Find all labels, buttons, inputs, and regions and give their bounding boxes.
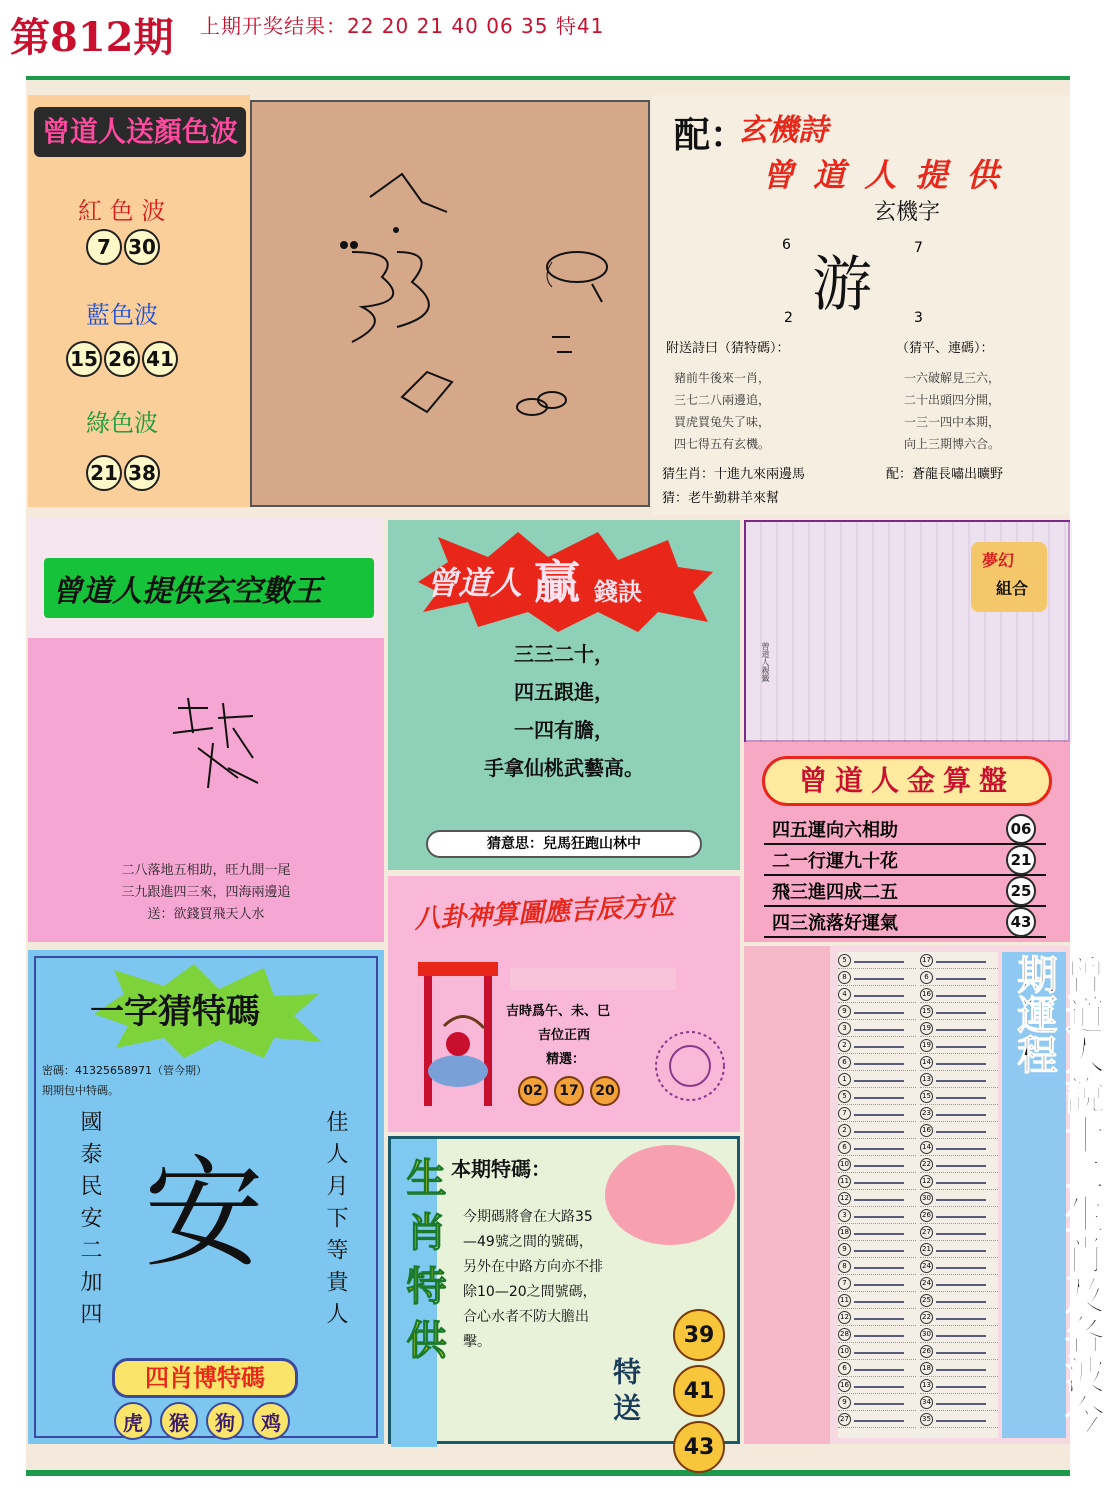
- fortune-list-item: [920, 1003, 998, 1020]
- fortune-list-item: [920, 1071, 998, 1088]
- red-wave-numbers: [86, 229, 162, 265]
- shengxiao-text: 今期碼將會在大路35—49號之間的號碼，另外在中路方向亦不排除10—20之間號碼，合心水者不防大膽出擊。: [463, 1209, 603, 1350]
- number-ball: 38: [124, 455, 160, 491]
- fortune-list-item: [920, 1343, 998, 1360]
- provider-line: 曾 道 人 提 供: [762, 156, 1003, 194]
- fortune-list-item: [838, 1173, 916, 1190]
- blue-wave-label: 藍色波: [86, 301, 158, 329]
- fortune-list-item: [838, 1394, 916, 1411]
- fortune-scribble: [854, 1042, 904, 1048]
- fortune-scribble: [936, 974, 986, 980]
- fortune-list-item: [838, 1241, 916, 1258]
- abacus-row-text: 四三流落好運氣: [772, 912, 898, 934]
- win-title-a: 曾道人: [426, 564, 523, 602]
- fortune-scribble: [854, 1076, 904, 1082]
- fortune-number: 17: [920, 954, 933, 967]
- landscape-sketch: [252, 102, 652, 509]
- fortune-scribble: [854, 1195, 904, 1201]
- fortune-scribble: [854, 1178, 904, 1184]
- fortune-number: 24: [920, 1277, 933, 1290]
- win-line: 三三二十，: [514, 642, 614, 666]
- poem-right-lines: [904, 367, 1000, 455]
- fortune-panel: [744, 946, 1105, 1444]
- four-zodiac-title: 四肖博特碼: [112, 1358, 298, 1398]
- fortune-scribble: [854, 957, 904, 963]
- fortune-scribble: [936, 1365, 986, 1371]
- fortune-scribble: [936, 1025, 986, 1031]
- poem-right-head: （猜平、連碼）：: [896, 341, 994, 356]
- fortune-number: 16: [838, 1379, 851, 1392]
- xuankong-line: 二八落地五相助，旺九閒一尾: [121, 863, 291, 878]
- fortune-list-item: [920, 969, 998, 986]
- fortune-list-item: [838, 1105, 916, 1122]
- abacus-row: [764, 845, 1046, 876]
- fortune-list-item: [920, 1224, 998, 1241]
- fortune-number: 6: [920, 971, 933, 984]
- fortune-scribble: [936, 1178, 986, 1184]
- fortune-scribble: [854, 1161, 904, 1167]
- poem-right-line: 二十出頭四分開，: [904, 393, 1001, 407]
- fortune-number: 9: [838, 1396, 851, 1409]
- fortune-number: 26: [920, 1345, 933, 1358]
- fortune-number: 19: [920, 1022, 933, 1035]
- guess-line: 猜：老牛勤耕羊來幫: [662, 491, 780, 506]
- fortune-scribble: [854, 1059, 904, 1065]
- fortune-list-item: [920, 1105, 998, 1122]
- fortune-scribble: [936, 1399, 986, 1405]
- fortune-number: 30: [920, 1328, 933, 1341]
- poem-left-line: 四七得五有玄機。: [674, 437, 771, 451]
- fortune-list-item: [838, 1377, 916, 1394]
- fortune-scribble: [936, 1263, 986, 1269]
- fortune-list-item: [838, 1003, 916, 1020]
- fortune-number: 10: [838, 1158, 851, 1171]
- fortune-scribble: [936, 1127, 986, 1133]
- bagua-wheel: [650, 1026, 730, 1106]
- fortune-list-item: [920, 1275, 998, 1292]
- poem-right-line: 一三一四中本期，: [904, 415, 1001, 429]
- fortune-number: 30: [920, 1192, 933, 1205]
- zodiac-animal: 狗: [206, 1402, 244, 1440]
- fortune-list-item: [838, 1309, 916, 1326]
- fortune-scribble: [936, 1212, 986, 1218]
- fortune-scribble: [936, 1314, 986, 1320]
- corner-number-tr: 7: [914, 240, 923, 256]
- fortune-list-item: [920, 1326, 998, 1343]
- fortune-list-item: [920, 1173, 998, 1190]
- fortune-scribble: [854, 1263, 904, 1269]
- win-title-c: 錢訣: [594, 578, 642, 606]
- bagua-pick-label: 精選：: [546, 1052, 586, 1067]
- previous-result: 上期开奖结果：22 20 21 40 06 35 特41: [200, 14, 605, 38]
- fortune-list-item: [838, 1360, 916, 1377]
- poem-left-lines: [674, 367, 770, 455]
- fortune-list-item: [838, 1122, 916, 1139]
- fortune-number: 16: [920, 1124, 933, 1137]
- bagua-panel: [388, 876, 740, 1132]
- archer-illustration: [404, 956, 514, 1116]
- fortune-number: 13: [920, 1379, 933, 1392]
- fortune-scribble: [936, 991, 986, 997]
- fortune-number: 27: [838, 1413, 851, 1426]
- fortune-number: 6: [838, 1056, 851, 1069]
- number-ball: 20: [590, 1076, 620, 1106]
- fortune-number: 2: [838, 1124, 851, 1137]
- fortune-list-item: [920, 1241, 998, 1258]
- fortune-scribble: [936, 1076, 986, 1082]
- fortune-list-item: [838, 1054, 916, 1071]
- fortune-list-item: [920, 1377, 998, 1394]
- corner-number-br: 3: [914, 310, 923, 326]
- fortune-list-item: [838, 1037, 916, 1054]
- fortune-scribble: [854, 1025, 904, 1031]
- fortune-right-list: [920, 952, 998, 1428]
- win-hint: 猜意思：兒馬狂跑山林中: [426, 830, 702, 858]
- fortune-number: 35: [920, 1413, 933, 1426]
- number-ball: 21: [86, 455, 122, 491]
- fortune-number: 26: [920, 1209, 933, 1222]
- abacus-row-text: 二一行運九十花: [772, 850, 898, 872]
- abacus-row-number: 21: [1006, 845, 1036, 875]
- pei-title: 玄機詩: [738, 113, 828, 148]
- xuankong-line: 三九跟進四三來，四海兩邊追: [121, 885, 291, 900]
- fortune-number: 2: [838, 1039, 851, 1052]
- bagua-picks: [518, 1076, 622, 1106]
- fortune-list-item: [838, 1326, 916, 1343]
- fortune-list-item: [838, 1020, 916, 1037]
- fortune-list-item: [920, 1258, 998, 1275]
- fortune-number: 25: [920, 1294, 933, 1307]
- fortune-list-item: [838, 1088, 916, 1105]
- fortune-scribble: [936, 1246, 986, 1252]
- number-ball: 26: [104, 341, 140, 377]
- win-lines: [388, 635, 740, 787]
- number-ball: 7: [86, 229, 122, 265]
- abacus-row-text: 飛三進四成二五: [772, 881, 898, 903]
- fortune-number: 16: [920, 988, 933, 1001]
- corner-number-tl: 6: [782, 237, 791, 253]
- fortune-scribble: [854, 1280, 904, 1286]
- fortune-list-item: [920, 1020, 998, 1037]
- fortune-number: 7: [838, 1277, 851, 1290]
- abacus-row: [764, 876, 1046, 907]
- fortune-number: 11: [838, 1175, 851, 1188]
- fortune-number: 34: [920, 1396, 933, 1409]
- fortune-number: 14: [920, 1056, 933, 1069]
- xuankong-panel: [28, 518, 384, 942]
- fortune-list-item: [920, 1207, 998, 1224]
- corner-number-bl: 2: [784, 310, 793, 326]
- sketch-panel: [250, 100, 650, 507]
- fortune-list-item: [920, 1360, 998, 1377]
- fortune-list-item: [838, 1207, 916, 1224]
- poem-left-line: 買虎買兔失了味，: [674, 415, 771, 429]
- pei-line: 配：蒼龍長嘯出曠野: [886, 467, 1004, 482]
- abacus-panel: [744, 742, 1070, 942]
- fortune-scribble: [936, 1195, 986, 1201]
- xuankong-line: 送：欲錢買飛天人水: [147, 907, 265, 922]
- dream-badge-line1: 夢幻: [982, 551, 1015, 570]
- fortune-scribble: [936, 1416, 986, 1422]
- fortune-list-item: [920, 952, 998, 969]
- fortune-number: 1: [838, 1073, 851, 1086]
- fortune-list-item: [838, 1411, 916, 1428]
- handwritten-char: [168, 688, 268, 798]
- fortune-number: 8: [838, 971, 851, 984]
- abacus-row-text: 四五運向六相助: [772, 819, 898, 841]
- fortune-number: 15: [920, 1090, 933, 1103]
- four-zodiac-animals: [114, 1402, 290, 1440]
- fortune-number: 10: [838, 1345, 851, 1358]
- fortune-number: 19: [920, 1039, 933, 1052]
- fortune-scribble: [854, 1331, 904, 1337]
- mystery-char-title: 玄機字: [874, 200, 941, 225]
- red-wave-label: 紅 色 波: [78, 197, 166, 225]
- fortune-number: 4: [838, 988, 851, 1001]
- fortune-number: 21: [920, 1243, 933, 1256]
- fortune-scribble: [854, 1008, 904, 1014]
- fortune-scribble: [936, 1144, 986, 1150]
- fortune-list-item: [920, 1292, 998, 1309]
- fortune-list-item: [920, 1088, 998, 1105]
- fortune-list-item: [838, 1156, 916, 1173]
- fortune-scribble: [936, 1229, 986, 1235]
- fortune-list-item: [920, 1411, 998, 1428]
- shengxiao-panel: [388, 1136, 740, 1460]
- bagua-title: 八卦神算圖應吉辰方位: [413, 891, 675, 935]
- bagua-position: 吉位正西: [538, 1028, 591, 1043]
- fortune-list-item: [838, 1343, 916, 1360]
- one-char-sub: 期期包中特碼。: [42, 1084, 119, 1097]
- fortune-list-item: [920, 1122, 998, 1139]
- fortune-scribble: [854, 1212, 904, 1218]
- fortune-scribble: [936, 1042, 986, 1048]
- poem-right-line: 一六破解見三六，: [904, 371, 1001, 385]
- fortune-number: 27: [920, 1226, 933, 1239]
- fortune-list-item: [838, 986, 916, 1003]
- fortune-scribble: [854, 1127, 904, 1133]
- fortune-scribble: [854, 1144, 904, 1150]
- abacus-row-number: 06: [1006, 814, 1036, 844]
- color-wave-title: 曾道人送顏色波: [34, 107, 246, 157]
- fortune-number: 14: [920, 1141, 933, 1154]
- fortune-scribble: [854, 1314, 904, 1320]
- fortune-number: 23: [920, 1107, 933, 1120]
- issue-number: 第812期: [10, 14, 174, 61]
- fortune-scribble: [854, 1382, 904, 1388]
- number-ball: 43: [673, 1421, 725, 1473]
- shengxiao-head: 本期特碼：: [451, 1157, 551, 1181]
- fortune-number: 6: [838, 1141, 851, 1154]
- fortune-scribble: [854, 1348, 904, 1354]
- fortune-number: 3: [838, 1022, 851, 1035]
- fortune-scribble: [936, 1280, 986, 1286]
- shengxiao-send-label: 特送: [609, 1357, 642, 1429]
- one-char-panel: [28, 950, 384, 1444]
- fortune-scribble: [854, 1093, 904, 1099]
- fortune-scribble: [936, 1161, 986, 1167]
- abacus-row-number: 43: [1006, 907, 1036, 937]
- one-char-big: 安: [144, 1145, 264, 1284]
- number-ball: 02: [518, 1076, 548, 1106]
- win-line: 四五跟進，: [514, 680, 614, 704]
- fortune-number: 9: [838, 1243, 851, 1256]
- fortune-number: 24: [920, 1260, 933, 1273]
- fortune-number: 9: [838, 1005, 851, 1018]
- xuankong-lines: [28, 860, 384, 926]
- fortune-list-item: [838, 1190, 916, 1207]
- fortune-number: 18: [920, 1362, 933, 1375]
- win-line: 手拿仙桃武藝高。: [484, 756, 644, 780]
- fortune-scribble: [936, 1382, 986, 1388]
- fortune-scribble: [854, 1416, 904, 1422]
- fortune-list-item: [920, 1309, 998, 1326]
- one-char-code: 密碼：41325658971（管今期）: [42, 1064, 207, 1077]
- dream-signature: 曾道人親籤: [761, 642, 770, 682]
- fortune-number: 15: [920, 1005, 933, 1018]
- fortune-scribble: [936, 1297, 986, 1303]
- one-char-title: 一字猜特碼: [90, 992, 260, 1032]
- zodiac-animal: 虎: [114, 1402, 152, 1440]
- xuankong-title: 曾道人提供玄空數王: [52, 574, 322, 609]
- win-line: 一四有膽，: [514, 718, 614, 742]
- fortune-number: 11: [838, 1294, 851, 1307]
- fortune-list-item: [838, 952, 916, 969]
- number-ball: 15: [66, 341, 102, 377]
- fortune-scribble: [854, 991, 904, 997]
- poem-panel: [652, 95, 1070, 515]
- fortune-number: 12: [920, 1175, 933, 1188]
- fortune-scribble: [936, 957, 986, 963]
- fortune-scribble: [854, 1399, 904, 1405]
- mystery-char: 游: [812, 250, 872, 320]
- fortune-title: 曾道人說十二生肖及各波今期運程: [1011, 954, 1105, 1434]
- one-char-right-col: 佳人月下等貴人: [323, 1110, 348, 1334]
- one-char-left-col: 國泰民安二加四: [77, 1110, 102, 1334]
- blue-wave-numbers: [66, 341, 180, 377]
- fortune-number: 5: [838, 954, 851, 967]
- fortune-number: 12: [838, 1192, 851, 1205]
- green-wave-numbers: [86, 455, 162, 491]
- green-wave-label: 綠色波: [86, 409, 158, 437]
- fortune-number: 22: [920, 1311, 933, 1324]
- abacus-row: [764, 814, 1046, 845]
- bagua-time: 吉時爲午、未、巳: [506, 1004, 611, 1019]
- shengxiao-side-title: 生肖特供: [400, 1157, 446, 1373]
- fortune-list-item: [920, 1054, 998, 1071]
- number-ball: 39: [673, 1309, 725, 1361]
- fortune-list-item: [838, 1292, 916, 1309]
- fortune-scribble: [936, 1110, 986, 1116]
- abacus-row-number: 25: [1006, 876, 1036, 906]
- fortune-list-item: [920, 1156, 998, 1173]
- fortune-scribble: [936, 1008, 986, 1014]
- poem-left-head: 附送詩曰（猜特碼）：: [666, 341, 790, 356]
- fortune-list-item: [920, 1037, 998, 1054]
- win-title-b: 贏: [534, 555, 580, 609]
- fortune-list-item: [920, 1394, 998, 1411]
- fortune-number: 6: [838, 1362, 851, 1375]
- number-ball: 41: [142, 341, 178, 377]
- fortune-list-item: [838, 1071, 916, 1088]
- fortune-list-item: [838, 1224, 916, 1241]
- fortune-scribble: [936, 1093, 986, 1099]
- fortune-scribble: [854, 1110, 904, 1116]
- fortune-number: 28: [838, 1328, 851, 1341]
- fortune-left-list: [838, 952, 916, 1428]
- guess-zodiac-line: 猜生肖：十進九來兩邊馬: [662, 467, 806, 482]
- pei-label: 配：: [674, 115, 747, 156]
- poem-left-line: 豬前牛後來一肖，: [674, 371, 771, 385]
- abacus-row: [764, 907, 1046, 938]
- shengxiao-numbers: [673, 1309, 727, 1477]
- fortune-list-item: [838, 1139, 916, 1156]
- fortune-list-item: [838, 969, 916, 986]
- dream-panel: [744, 520, 1070, 742]
- number-ball: 30: [124, 229, 160, 265]
- fortune-scribble: [854, 974, 904, 980]
- fortune-number: 8: [838, 1260, 851, 1273]
- fortune-scribble: [854, 1229, 904, 1235]
- fortune-scribble: [854, 1297, 904, 1303]
- fortune-list-item: [920, 986, 998, 1003]
- poem-left-line: 三七二八兩邊追，: [674, 393, 771, 407]
- number-ball: 41: [673, 1365, 725, 1417]
- fortune-list-item: [838, 1258, 916, 1275]
- fortune-number: 3: [838, 1209, 851, 1222]
- fortune-list-item: [920, 1139, 998, 1156]
- fortune-number: 18: [838, 1226, 851, 1239]
- fortune-scribble: [936, 1348, 986, 1354]
- fortune-number: 13: [920, 1073, 933, 1086]
- number-ball: 17: [554, 1076, 584, 1106]
- win-secret-panel: [388, 520, 740, 870]
- fortune-list-item: [838, 1275, 916, 1292]
- fortune-number: 12: [838, 1311, 851, 1324]
- fortune-number: 22: [920, 1158, 933, 1171]
- color-wave-panel: [28, 95, 250, 507]
- fortune-list-item: [920, 1190, 998, 1207]
- fortune-number: 7: [838, 1107, 851, 1120]
- fortune-scribble: [854, 1246, 904, 1252]
- fortune-scribble: [854, 1365, 904, 1371]
- poem-right-line: 向上三期博六合。: [904, 437, 1001, 451]
- zodiac-animal: 猴: [160, 1402, 198, 1440]
- abacus-title: 曾道人金算盤: [762, 756, 1052, 806]
- zodiac-animal: 鸡: [252, 1402, 290, 1440]
- dream-badge-line2: 組合: [996, 579, 1029, 598]
- fortune-scribble: [936, 1331, 986, 1337]
- abacus-rows: [764, 814, 1046, 938]
- fortune-number: 5: [838, 1090, 851, 1103]
- fortune-scribble: [936, 1059, 986, 1065]
